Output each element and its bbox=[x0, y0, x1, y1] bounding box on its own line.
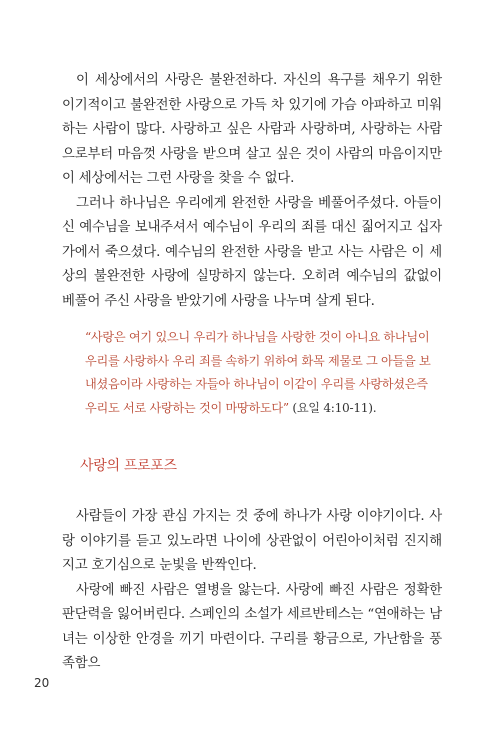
paragraph: 사람들이 가장 관심 가지는 것 중에 하나가 사랑 이야기이다. 사랑 이야기를 듣고 있노라면 나이에 상관없이 어린아이처럼 진지해지고 호기심으로 눈빛을 반짝인다. bbox=[62, 509, 442, 573]
paragraph: 그러나 하나님은 우리에게 완전한 사랑을 베풀어주셨다. 아들이신 예수님을 보내주셔서 예수님이 우리의 죄를 대신 짊어지고 십자가에서 죽으셨다. 예수님의 완전한 사랑을 받고 사는 사람은 이 세상의 불완전한 사랑에 실망하지 않는다. 오히려 예수님의 값없이 베풀어 주신 사랑을 받았기에 사랑을 나누며 살게 된다. bbox=[62, 195, 442, 309]
paragraph: 사랑에 빠진 사람은 열병을 앓는다. 사랑에 빠진 사람은 정확한 판단력을 잃어버린다. 스페인의 소설가 세르반테스는 “연애하는 남녀는 이상한 안경을 끼기 마련이다. 구리를 황금으로, 가난함을 풍족함으 bbox=[62, 582, 442, 671]
quote-text: “사랑은 여기 있으니 우리가 하나님을 사랑한 것이 아니요 하나님이 우리를 사랑하사 우리 죄를 속하기 위하여 화목 제물로 그 아들을 보내셨음이라 사랑하는 자들아 하나님이 이같이 우리를 사랑하셨은즉 우리도 서로 사랑하는 것이 마땅하도다” bbox=[85, 330, 431, 416]
section-title: 사랑의 프로포즈 bbox=[80, 458, 177, 474]
paragraph: 이 세상에서의 사랑은 불완전하다. 자신의 욕구를 채우기 위한 이기적이고 불완전한 사랑으로 가득 차 있기에 가슴 아파하고 미워하는 사람이 많다. 사랑하고 싶은 사람과 사랑하며, 사랑하는 사람으로부터 마음껏 사랑을 받으며 살고 싶은 것이 사람의 마음이지만 이 세상에서는 그런 사랑을 찾을 수 없다. bbox=[62, 73, 442, 186]
body-text-bottom bbox=[62, 505, 442, 677]
body-text-top bbox=[62, 69, 442, 314]
page-number: 20 bbox=[34, 676, 50, 690]
quote-reference: (요일 4:10-11). bbox=[288, 401, 377, 416]
scripture-quote bbox=[85, 326, 433, 421]
